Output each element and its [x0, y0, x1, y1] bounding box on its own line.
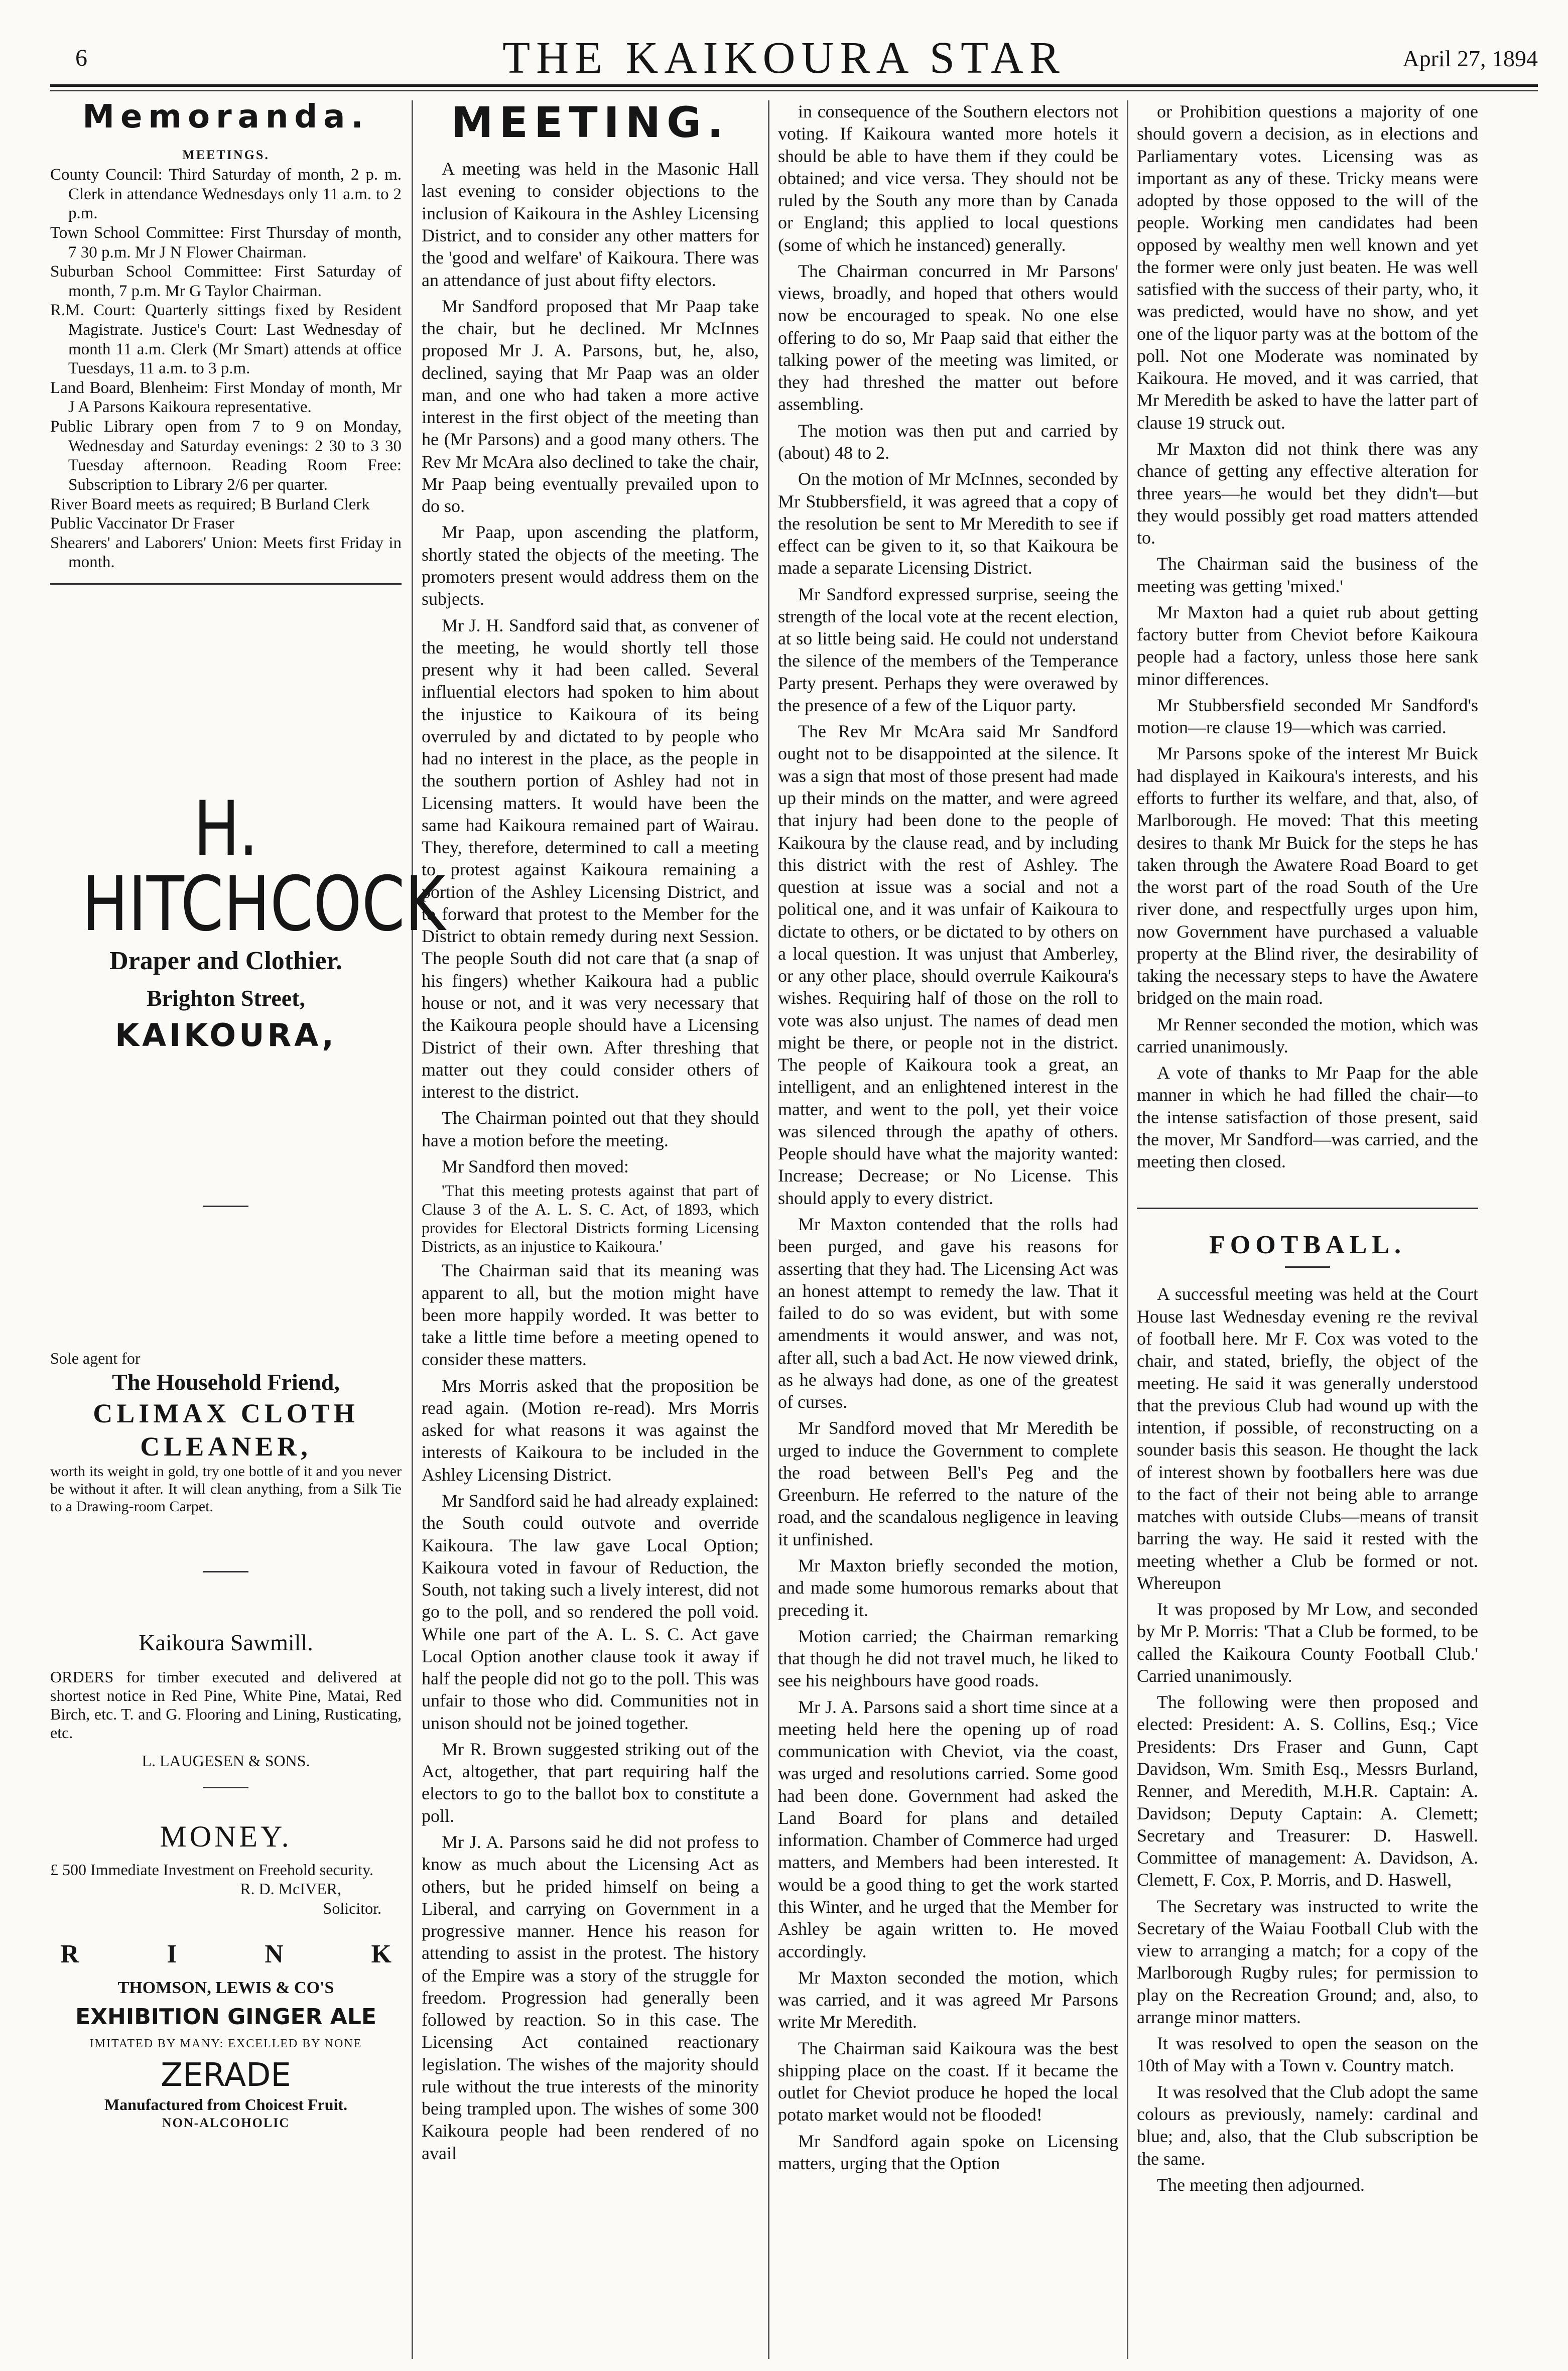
- meeting-paragraph: Mr Maxton did not think there was any chance of getting any effective alteration for three years—he would bet they didn't—but they would possibly get road matters attended to.: [1137, 438, 1478, 548]
- friend-ad-intro: Sole agent for: [50, 1349, 141, 1367]
- friend-ad-headline: CLIMAX CLOTH: [93, 1398, 359, 1428]
- meeting-paragraph: Mr R. Brown suggested striking out of the Act, altogether, that part requiring half the electors to go to the ballot box to constitute a poll.: [422, 1739, 759, 1826]
- football-paragraph: It was resolved to open the season on the 10th of May with a Town v. Country match.: [1137, 2033, 1478, 2076]
- meeting-paragraph: The Chairman concurred in Mr Parsons' views, broadly, and hoped that others would now be encouraged to speak. No one else offering to do so, Mr Paap said that either the talking power of the meeting was limited, or they had threshed the matter out before assembling.: [778, 260, 1118, 415]
- friend-ad-headline-2: CLEANER,: [140, 1431, 312, 1462]
- meeting-paragraph: The motion was then put and carried by (about) 48 to 2.: [778, 420, 1118, 463]
- column-3: [778, 100, 1118, 2359]
- divider: [203, 1571, 248, 1572]
- divider: [50, 583, 402, 585]
- meeting-paragraph: The Chairman said that its meaning was apparent to all, but the motion might have been more happily worded. It was better to take a little time before a meeting opened to consider these matters.: [422, 1260, 759, 1370]
- memoranda-heading: Memoranda.: [82, 98, 369, 136]
- divider: [1285, 1266, 1330, 1268]
- meeting-paragraph: Mr J. A. Parsons said he did not profess to know as much about the Licensing Act as others, but he prided himself on being a Liberal, and carrying on Government in a progressive manner. Hence his reason for attending to assist in the protest. The history of the Empire was a story of the struggle for freedom. Progression had generally been followed by reaction. So in this case. The Licensing Act contained reactionary legislation. The wishes of the majority should rule without the true interests of the minority being trampled upon. The wishes of some 300 Kaikoura people had been rendered of no avail: [422, 1831, 759, 2163]
- meeting-paragraph: Mr Sandford moved that Mr Meredith be urged to induce the Government to complete the road between Bell's Peg and the Greenburn. He referred to the nature of the road, and the scandalous negligence in leaving it unfinished.: [778, 1418, 1118, 1549]
- column-divider: [412, 100, 413, 2359]
- memoranda-entry: River Board meets as required; B Burland Clerk: [50, 495, 370, 513]
- meeting-paragraph: The Chairman said Kaikoura was the best shipping place on the coast. If it became the outlet for Cheviot produce he hoped the local potato market would not be flooded!: [778, 2038, 1118, 2125]
- friend-ad-product: The Household Friend,: [112, 1369, 340, 1395]
- meeting-paragraph: A vote of thanks to Mr Paap for the able manner in which he had filled the chair—to the intense satisfaction of those present, said the mover, Mr Sandford—was carried, and the meeting then closed.: [1137, 1063, 1478, 1172]
- meeting-paragraph: Motion carried; the Chairman remarking that though he did not travel much, he liked to see his neighbours have good roads.: [778, 1626, 1118, 1691]
- rink-ad-made-from: Manufactured from Choicest Fruit.: [104, 2095, 348, 2114]
- money-ad-sign: R. D. McIVER,: [240, 1879, 341, 1898]
- rink-ad-tagline: IMITATED BY MANY: EXCELLED BY NONE: [89, 2037, 362, 2051]
- meeting-paragraph: in consequence of the Southern electors not voting. If Kaikoura wanted more hotels it should be able to have them if they could be obtained; and vice versa. They should not be ruled by the South any more than by Canada or England; this applied to local questions (some of which he instanced) generally.: [778, 101, 1118, 255]
- meeting-paragraph: Mr Maxton seconded the motion, which was carried, and it was agreed Mr Parsons write Mr Meredith.: [778, 1967, 1118, 2032]
- sawmill-ad-sign: L. LAUGESEN & SONS.: [142, 1751, 310, 1770]
- memoranda-entry: Shearers' and Laborers' Union: Meets first Friday in month.: [50, 534, 402, 572]
- rink-letter: I: [167, 1940, 177, 1969]
- meeting-paragraph: Mr Sandford again spoke on Licensing matters, urging that the Option: [778, 2131, 1118, 2173]
- meeting-paragraph: Mr Renner seconded the motion, which was carried unanimously.: [1137, 1014, 1478, 1057]
- meeting-paragraph: The Chairman pointed out that they should have a motion before the meeting.: [422, 1108, 759, 1150]
- rink-ad-non-alcoholic: NON-ALCOHOLIC: [162, 2115, 290, 2130]
- meeting-paragraph: Mrs Morris asked that the proposition be read again. (Motion re-read). Mrs Morris asked for what reasons it was against the interests of Kaikoura to be included in the Ashley Licensing District.: [422, 1375, 759, 1485]
- issue-date: April 27, 1894: [1402, 46, 1538, 71]
- football-paragraph: A successful meeting was held at the Court House last Wednesday evening re the revival of football here. Mr F. Cox was voted to the chair, and stated, briefly, the object of the meeting. He said it was generally understood that the previous Club had wound up with the intention, if possible, of reconstructing on a sounder basis this season. He thought the lack of interest shown by footballers here was due to the fact of their not being able to arrange matches with outside Clubs—means of transit barring the way. He said it rested with the meeting whether a Club be formed or not. Whereupon: [1137, 1284, 1478, 1593]
- meeting-paragraph: Mr J. A. Parsons said a short time since at a meeting held here the opening up of road communication with Cheviot, via the coast, was urged and resolutions carried. Some good had been done. Government had asked the Land Board for plans and detailed information. Chamber of Commerce had urged matters, and Members had been interested. It would be a good thing to get the work started this Winter, and he urged that the Member for Ashley be again written to. He moved accordingly.: [778, 1696, 1118, 1961]
- hitchcock-ad-town: KAIKOURA,: [115, 1017, 337, 1054]
- memoranda-entry: Town School Committee: First Thursday of month, 7 30 p.m. Mr J N Flower Chairman.: [50, 223, 402, 261]
- meeting-paragraph: Mr Stubbersfield seconded Mr Sandford's motion—re clause 19—which was carried.: [1137, 695, 1478, 738]
- money-ad-sign-2: Solicitor.: [323, 1899, 381, 1917]
- header-rule-thin: [50, 90, 1538, 91]
- meeting-paragraph: Mr J. H. Sandford said that, as convener of the meeting, he would shortly tell those present why it had been called. Several influential electors had spoken to him about the injustice to Kaikoura of its being overruled by and dictated to by people who had no interest in the place, as the people in the southern portion of Ashley had not in Licensing matters. It would have been the same had Kaikoura remained part of Wairau. They, therefore, determined to call a meeting to protest against Kaikoura remaining a portion of the Ashley Licensing District, and to forward that protest to the Member for the District to obtain remedy during next Session. The people South did not care that (a snap of his fingers) whether Kaikoura had a public house or not, and it was very necessary that the Kaikoura people should have a Licensing District of their own. After threshing that matter out they could consider others of interest to the district.: [422, 615, 759, 1102]
- header-rule: [50, 84, 1538, 87]
- meeting-paragraph: Mr Parsons spoke of the interest Mr Buick had displayed in Kaikoura's interests, and his efforts to further its welfare, and that, also, of Marlborough. He moved: That this meeting desires to thank Mr Buick for the steps he has taken through the Awatere Road Board to get the worst part of the road South of the Ure river done, and respectfully urges upon him, now Government have purchased a valuable property at the Blind river, the desirability of taking the necessary steps to have the Awatere bridged on the main road.: [1137, 743, 1478, 1008]
- money-ad-title: MONEY.: [160, 1820, 292, 1853]
- column-divider: [768, 100, 769, 2359]
- memoranda-entry: County Council: Third Saturday of month, 2 p. m. Clerk in attendance Wednesdays only 11 a.m. to 2 p.m.: [50, 166, 402, 223]
- rink-ad-product-line: EXHIBITION GINGER ALE: [75, 2004, 376, 2030]
- meeting-motion-quote: 'That this meeting protests against that part of Clause 3 of the A. L. S. C. Act, of 1893, which provides for Electoral Districts forming Licensing Districts, as an injustice to Kaikoura.': [422, 1181, 759, 1255]
- meeting-paragraph: or Prohibition questions a majority of one should govern a decision, as in elections and Parliamentary votes. Licensing was as important as any of these. Tricky means were adopted by those opposed to the will of the people. Working men candidates had been opposed by wealthy men well known and yet the former were only just beaten. He was well satisfied with the success of their party, who, it was predicted, would have no show, and yet one of the liquor party was at the bottom of the poll. Not one Moderate was nominated by Kaikoura. He moved, and it was carried, that Mr Meredith be asked to have the latter part of clause 19 struck out.: [1137, 101, 1478, 433]
- divider: [1137, 1208, 1478, 1209]
- memoranda-entry: Public Library open from 7 to 9 on Monday, Wednesday and Saturday evenings: 2 30 to 3 30 Tuesday afternoon. Reading Room Free: Subscription to Library 2/6 per quarter.: [50, 418, 402, 494]
- hitchcock-ad-street: Brighton Street,: [146, 985, 305, 1011]
- football-paragraph: It was proposed by Mr Low, and seconded by Mr P. Morris: 'That a Club be formed, to be called the Kaikoura County Football Club.' Carried unanimously.: [1137, 1599, 1478, 1686]
- meeting-paragraph: Mr Sandford said he had already explained: the South could outvote and override Kaikoura. The law gave Local Option; Kaikoura voted in favour of Reduction, the South, not taking such a lively interest, did not go to the poll, and so rendered the poll void. While one part of the A. L. S. C. Act gave Local Option another clause took it away if half the people did not go to the poll. This was unfair to those who did. Communities not in unison should not be joined together.: [422, 1490, 759, 1733]
- meeting-paragraph: Mr Sandford proposed that Mr Paap take the chair, but he declined. Mr McInnes proposed Mr J. A. Parsons, but, he, also, declined, saying that Mr Paap was an older man, and one who had taken a more active interest in the first object of the meeting than he (Mr Parsons) and a good many others. The Rev Mr McAra also declined to take the chair, Mr Paap being eventually prevailed upon to do so.: [422, 296, 759, 516]
- memoranda-subheading: MEETINGS.: [182, 148, 270, 163]
- rink-letter: N: [265, 1940, 284, 1969]
- sawmill-ad-title: Kaikoura Sawmill.: [139, 1629, 313, 1655]
- football-paragraph: It was resolved that the Club adopt the same colours as previously, namely: cardinal and blue; and, also, that the Club subscription be the same.: [1137, 2081, 1478, 2169]
- meeting-paragraph: On the motion of Mr McInnes, seconded by Mr Stubbersfield, it was agreed that a copy of the resolution be sent to Mr Meredith to see if effect can be given to it, so that Kaikoura be made a separate Licensing District.: [778, 469, 1118, 578]
- column-divider: [1127, 100, 1128, 2359]
- meeting-paragraph: A meeting was held in the Masonic Hall last evening to consider objections to the inclusion of Kaikoura in the Ashley Licensing District, and to consider any other matters for the 'good and welfare' of Kaikoura. There was an attendance of just about fifty electors.: [422, 159, 759, 290]
- rink-letter: R: [60, 1940, 79, 1969]
- newspaper-title: THE KAIKOURA STAR: [502, 33, 1066, 83]
- memoranda-list: [50, 165, 402, 572]
- page-number: 6: [75, 45, 87, 71]
- football-heading: FOOTBALL.: [1209, 1231, 1406, 1260]
- divider: [203, 1787, 248, 1788]
- divider: [203, 1206, 248, 1207]
- meeting-paragraph: Mr Sandford expressed surprise, seeing the strength of the local vote at the recent election, at so little being said. He could not understand the silence of the members of the Temperance Party present. Perhaps they were overawed by the presence of a few of the Liquor party.: [778, 584, 1118, 715]
- football-paragraph: The following were then proposed and elected: President: A. S. Collins, Esq.; Vice Presidents: Drs Fraser and Gunn, Capt Davidson, Wm. Smith Esq., Messrs Burland, Renner, and Meredith, M.H.R. Captain: A. Davidson; Deputy Captain: A. Clemett; Secretary and Treasurer: D. Haswell. Committee of management: A. Davidson, A. Clemett, F. Cox, P. Morris, and D. Haswell,: [1137, 1692, 1478, 1890]
- meeting-paragraph: The Rev Mr McAra said Mr Sandford ought not to be disappointed at the silence. It was a sign that most of those present had made up their minds on the matter, and were agreed that injury had been done to the people of Kaikoura by the clause read, and by including this district with the rest of Ashley. The question at issue was a social and not a political one, and it was unfair of Kaikoura to dictate to others, or be dictated to by others on a local question. It was unjust that Amberley, or any other place, should overrule Kaikoura's wishes. Requiring half of those on the roll to vote was also unjust. The names of dead men might be there, or people not in the district. The people of Kaikoura took a great, an intelligent, and an enlightened interest in the matter, and went to the poll, yet their voice was silenced through the apathy of others. People should have what the majority wanted: Increase; Decrease; or No License. This should apply to every district.: [778, 721, 1118, 1208]
- rink-ad-product: ZERADE: [161, 2056, 291, 2094]
- meeting-paragraph: Mr Maxton had a quiet rub about getting factory butter from Cheviot before Kaikoura people had a factory, unless those here sank minor differences.: [1137, 602, 1478, 689]
- column-4: [1137, 100, 1478, 2359]
- column-2: [422, 100, 759, 2359]
- meeting-paragraph: Mr Maxton briefly seconded the motion, and made some humorous remarks about that preceding it.: [778, 1555, 1118, 1620]
- meeting-heading: MEETING.: [451, 98, 730, 147]
- meeting-paragraph: Mr Sandford then moved:: [442, 1156, 629, 1176]
- masthead: [0, 9, 1568, 84]
- memoranda-entry: Land Board, Blenheim: First Monday of month, Mr J A Parsons Kaikoura representative.: [50, 378, 402, 417]
- memoranda-entry: R.M. Court: Quarterly sittings fixed by Resident Magistrate. Justice's Court: Last Wednesday of month 11 a.m. Clerk (Mr Smart) attends at office Tuesdays, 11 a.m. to 3 p.m.: [50, 301, 402, 378]
- football-paragraph: The Secretary was instructed to write the Secretary of the Waiau Football Club with the view to arranging a match; for a copy of the Marlborough Rugby rules; for permission to play on the Recreation Ground; and, also, to arrange minor matters.: [1137, 1896, 1478, 2027]
- rink-ad-company: THOMSON, LEWIS & CO'S: [117, 1979, 334, 1998]
- friend-ad-body: worth its weight in gold, try one bottle of it and you never be without it after. It will clean anything, from a Silk Tie to a Drawing-room Carpet.: [50, 1463, 402, 1515]
- meeting-paragraph: Mr Maxton contended that the rolls had been purged, and gave his reasons for asserting that they had. The Licensing Act was an honest attempt to remedy the law. That it failed to do so was evident, but with some amendments it would answer, and was not, after all, such a bad Act. He now viewed drink, as he always had done, as one of the greatest of curses.: [778, 1214, 1118, 1412]
- column-1: [50, 98, 446, 2359]
- memoranda-entry: Suburban School Committee: First Saturday of month, 7 p.m. Mr G Taylor Chairman.: [50, 262, 402, 300]
- football-paragraph: The meeting then adjourned.: [1157, 2174, 1365, 2195]
- rink-ad-letters: [50, 1938, 402, 1970]
- memoranda-entry: Public Vaccinator Dr Fraser: [50, 514, 234, 533]
- hitchcock-ad-trade: Draper and Clothier.: [109, 946, 342, 975]
- meeting-paragraph: Mr Paap, upon ascending the platform, shortly stated the objects of the meeting. The promoters present would address them on the subjects.: [422, 522, 759, 609]
- money-ad-body: £ 500 Immediate Investment on Freehold security.: [50, 1860, 373, 1879]
- sawmill-ad-body: ORDERS for timber executed and delivered at shortest notice in Red Pine, White Pine, Matai, Red Birch, etc. T. and G. Flooring and Lining, Rusticating, etc.: [50, 1668, 402, 1742]
- hitchcock-ad-name: H. HITCHCOCK: [82, 785, 446, 948]
- meeting-paragraph: The Chairman said the business of the meeting was getting 'mixed.': [1137, 554, 1478, 596]
- rink-letter: K: [371, 1940, 391, 1969]
